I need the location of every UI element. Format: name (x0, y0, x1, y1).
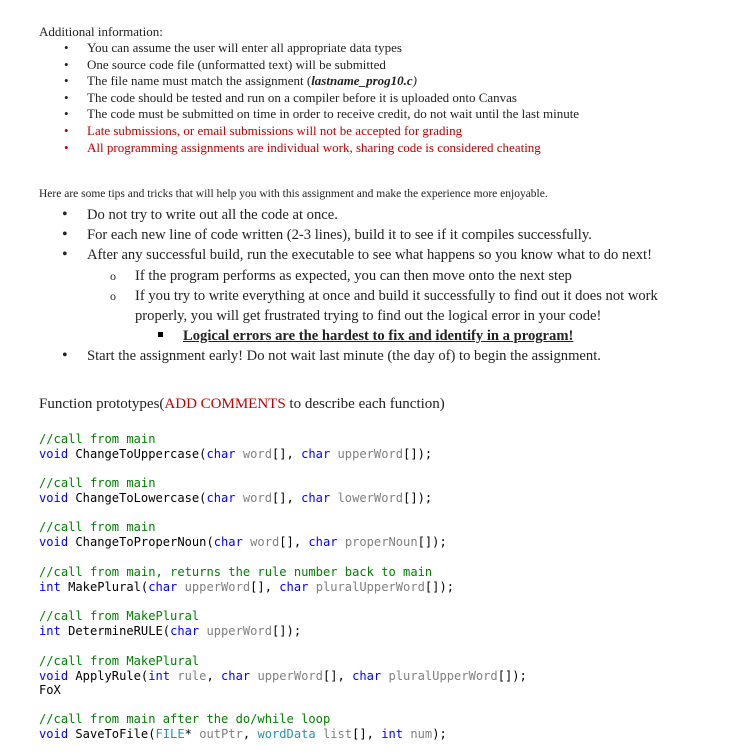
list-item: • The code should be tested and run on a compiler before it is uploaded onto Canvas (64, 89, 517, 105)
list-item-warning: • Late submissions, or email submissions will not be accepted for grading (64, 122, 463, 138)
code-block-determine-rule (39, 609, 301, 638)
list-item: • You can assume the user will enter all appropriate data types (64, 40, 402, 55)
code-line: void ChangeToProperNoun(char word[], char properNoun[]); (39, 534, 447, 549)
tips-heading: Here are some tips and tricks that will help you with this assignment and make the experience more enjoyable. (39, 188, 548, 200)
code-line: void ApplyRule(int rule, char upperWord[], char pluralUpperWord[]); (39, 668, 527, 683)
bullet-icon: • (62, 347, 68, 365)
sub-list-item: o If you try to write everything at once and build it successfully to find out it does not work (62, 286, 658, 306)
bullet-icon: • (64, 56, 69, 72)
code-line: int MakePlural(char upperWord[], char pluralUpperWord[]); (39, 579, 455, 594)
code-line: void SaveToFile(FILE* outPtr, wordData list[], int num); (39, 726, 447, 741)
list-item-warning: • All programming assignments are individual work, sharing code is considered cheating (64, 139, 541, 155)
square-bullet-icon (158, 332, 163, 337)
code-comment: //call from MakePlural (39, 654, 200, 668)
code-comment: //call from main, returns the rule number back to main (39, 565, 433, 579)
list-item: • Start the assignment early! Do not wait last minute (the day of) to begin the assignment. (62, 346, 658, 366)
code-comment: //call from main (39, 432, 156, 446)
bullet-icon: • (64, 40, 69, 55)
bullet-icon: • (62, 226, 68, 244)
bullet-icon: • (64, 73, 69, 89)
list-item: • Do not try to write out all the code at once. (62, 205, 658, 225)
list-item: • One source code file (unformatted text) will be submitted (64, 56, 386, 72)
code-comment: //call from MakePlural (39, 609, 200, 623)
code-comment: //call from main after the do/while loop (39, 712, 331, 726)
sub-list-item-continuation: properly, you will get frustrated trying to find out the logical error in your code! (135, 308, 602, 325)
file-name-emphasis: lastname_prog10.c (311, 73, 413, 89)
code-comment: //call from main (39, 476, 156, 490)
stray-text: FoX (39, 683, 61, 697)
code-line: void ChangeToLowercase(char word[], char lowerWord[]); (39, 490, 433, 505)
code-block-uppercase (39, 432, 432, 461)
code-block-save-to-file (39, 712, 447, 741)
bullet-icon: • (64, 106, 69, 122)
bullet-icon: • (64, 122, 69, 138)
bullet-icon: • (62, 206, 68, 223)
list-item: • The code must be submitted on time in order to receive credit, do not wait until the last minute (64, 106, 580, 122)
add-comments-emphasis: ADD COMMENTS (164, 396, 286, 412)
code-block-proper-noun (39, 520, 447, 549)
tips-list (62, 205, 658, 367)
list-item: • For each new line of code written (2-3 lines), build it to see if it compiles successfully. (62, 225, 658, 245)
sub-sub-list-item: Logical errors are the hardest to fix and identify in a program! (62, 326, 658, 346)
code-line: void ChangeToUppercase(char word[], char upperWord[]); (39, 446, 433, 461)
additional-info-heading: Additional information: (39, 24, 163, 39)
bullet-icon: • (64, 139, 69, 155)
code-line: int DetermineRULE(char upperWord[]); (39, 623, 302, 638)
additional-info-list (62, 40, 579, 156)
circle-bullet-icon: o (110, 288, 116, 303)
circle-bullet-icon: o (110, 268, 116, 283)
code-block-lowercase (39, 476, 432, 505)
sub-list-item: o If the program performs as expected, you can then move onto the next step (62, 266, 658, 286)
code-block-apply-rule (39, 654, 527, 698)
list-item: • After any successful build, run the executable to see what happens so you know what to do next! (62, 245, 658, 265)
prototypes-heading: Function prototypes(ADD COMMENTS to describe each function) (39, 396, 445, 412)
bullet-icon: • (62, 246, 68, 264)
code-comment: //call from main (39, 520, 156, 534)
code-block-make-plural (39, 565, 454, 594)
bullet-icon: • (64, 89, 69, 105)
list-item: • The file name must match the assignment (lastname_prog10.c) (64, 73, 418, 89)
